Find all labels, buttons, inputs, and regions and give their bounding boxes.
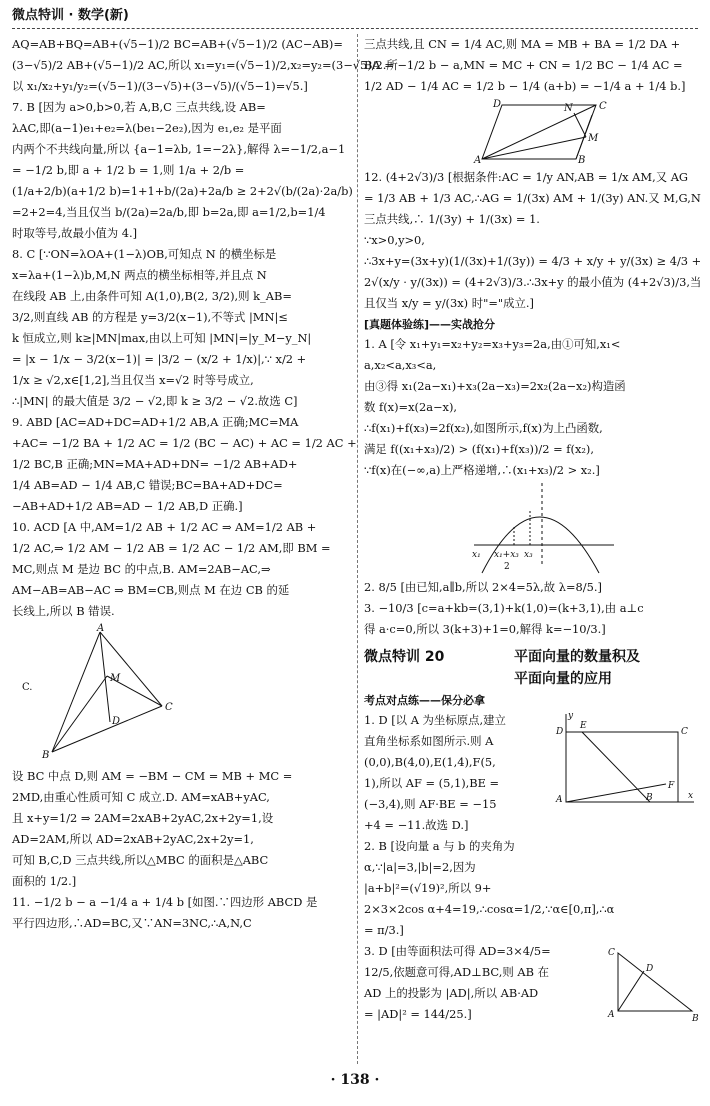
text-line: = π/3.]	[364, 923, 404, 937]
text-line: 7. B [因为 a>0,b>0,若 A,B,C 三点共线,设 AB=	[12, 100, 266, 114]
right-solutions-part2	[364, 167, 702, 314]
text-line: +4 = −11.故选 D.]	[364, 818, 469, 832]
page-number: · 138 ·	[330, 1072, 380, 1088]
parabola-label-x3: x₃	[524, 550, 533, 560]
text-line: 2×3×2cos α+4=19,∴cosα=1/2,∵α∈[0,π],∴α	[364, 902, 615, 916]
text-line: α,∵|a|=3,|b|=2,因为	[364, 860, 476, 874]
svg-text:N: N	[564, 103, 573, 114]
text-line: 平行四边形,∴AD=BC,又∵AN=3NC,∴A,N,C	[12, 916, 252, 930]
text-line: ∴|MN| 的最大值是 3/2 − √2,即 k ≥ 3/2 − √2.故选 C]	[12, 394, 298, 408]
text-line: 面积的 1/2.]	[12, 874, 77, 888]
svg-text:B: B	[578, 155, 586, 166]
svg-text:y: y	[568, 711, 574, 721]
text-line: 8. C [∵ON=λOA+(1−λ)OB,可知点 N 的横坐标是	[12, 247, 277, 261]
text-line: 直角坐标系如图所示.则 A	[364, 734, 494, 748]
right-triangle-figure	[608, 947, 698, 1027]
parallelogram-figure	[364, 99, 698, 165]
svg-text:M: M	[110, 673, 121, 684]
parabola-label-x1: x₁	[472, 550, 481, 560]
svg-text:C: C	[165, 702, 173, 713]
text-line: AM−AB=AB−AC ⇒ BM=CB,则点 M 在边 CB 的延	[12, 583, 290, 597]
svg-text:C: C	[608, 948, 615, 958]
svg-text:C: C	[599, 101, 607, 112]
text-line: 1. D [以 A 为坐标原点,建立	[364, 713, 506, 727]
text-line: 满足 f((x₁+x₃)/2) > (f(x₁)+f(x₃))/2 = f(x₂),	[364, 442, 594, 456]
text-line: 且仅当 x/y = y/(3x) 时"="成立.]	[364, 296, 534, 310]
text-line: = |x − 1/x − 3/2(x−1)| = |3/2 − (x/2 + 1/x)|,∵ x/2 +	[12, 352, 307, 366]
lesson-title-line2: 平面向量的应用	[514, 671, 612, 687]
parabola-label-two: 2	[504, 562, 510, 572]
lesson-title-line1: 平面向量的数量积及	[514, 649, 640, 665]
lesson-title-block	[514, 646, 640, 690]
text-line: ∴f(x₁)+f(x₃)=2f(x₂),如图所示,f(x)为上凸函数,	[364, 421, 603, 435]
text-line: = −1/2 b,即 a + 1/2 b = 1,则 1/a + 2/b =	[12, 163, 245, 177]
text-line: 12/5,依题意可得,AD⊥BC,则 AB 在	[364, 965, 549, 979]
rectangle-figure	[554, 710, 698, 806]
svg-text:D: D	[556, 727, 564, 737]
text-line: 1/2 AC,⇒ 1/2 AM − 1/2 AB = 1/2 AC − 1/2 AM,即 BM =	[12, 541, 331, 555]
column-divider	[357, 34, 358, 1064]
text-line: 3. −10/3 [c=a+kb=(3,1)+k(1,0)=(k+3,1),由 a⊥c	[364, 601, 644, 615]
svg-text:A: A	[474, 155, 482, 166]
text-line: x=λa+(1−λ)b,M,N 两点的横坐标相等,并且点 N	[12, 268, 267, 282]
text-line: 设 BC 中点 D,则 AM = −BM − CM = MB + MC =	[12, 769, 293, 783]
text-line: 1/4 AB=AD − 1/4 AB,C 错误;BC=BA+AD+DC=	[12, 478, 283, 492]
parabola-figure	[364, 483, 698, 575]
q1-text	[364, 710, 550, 836]
svg-text:C: C	[681, 727, 688, 737]
right-solutions-part4	[364, 577, 698, 640]
text-line: k 恒成立,则 k≥|MN|max,由以上可知 |MN|=|y_M−y_N|	[12, 331, 312, 345]
text-line: −AB+AD+1/2 AB=AD − 1/2 AB,D 正确.]	[12, 499, 243, 513]
text-line: (−3,4),则 AF·BE = −15	[364, 797, 497, 811]
text-line: 由③得 x₁(2a−x₁)+x₃(2a−x₃)=2x₂(2a−x₂)构造函	[364, 379, 626, 393]
text-line: BA = −1/2 b − a,MN = MC + CN = 1/2 BC − 1/4 AC =	[364, 58, 683, 72]
svg-text:E: E	[580, 721, 587, 731]
right-solutions-part5	[364, 836, 698, 941]
text-line: ∵f(x)在(−∞,a)上严格递增,∴(x₁+x₃)/2 > x₂.]	[364, 463, 600, 477]
text-line: 3/2,则直线 AB 的方程是 y=3/2(x−1),不等式 |MN|≤	[12, 310, 288, 324]
svg-text:A: A	[97, 623, 105, 634]
text-line: =2+2=4,当且仅当 b/(2a)=2a/b,即 b=2a,即 a=1/2,b=1/4	[12, 205, 326, 219]
text-line: 9. ABD [AC=AD+DC=AD+1/2 AB,A 正确;MC=MA	[12, 415, 299, 429]
page-header	[12, 4, 698, 29]
text-line: 长线上,所以 B 错误.	[12, 604, 115, 618]
text-line: AD=2AM,所以 AD=2xAB+2yAC,2x+2y=1,	[12, 832, 254, 846]
text-line: +AC= −1/2 BA + 1/2 AC = 1/2 (BC − AC) + AC = 1/2 AC +	[12, 436, 357, 450]
text-line: ∵x>0,y>0,	[364, 233, 425, 247]
left-solutions-cont	[12, 766, 352, 934]
svg-text:M: M	[588, 133, 599, 144]
triangle-figure	[12, 624, 212, 764]
text-line: (1/a+2/b)(a+1/2 b)=1+1+b/(2a)+2a/b ≥ 2+2√(b/(2a)·2a/b)	[12, 184, 353, 198]
text-line: 内两个不共线向量,所以 {a−1=λb, 1=−2λ},解得 λ=−1/2,a−1	[12, 142, 346, 156]
text-line: 2MD,由重心性质可知 C 成立.D. AM=xAB+yAC,	[12, 790, 270, 804]
text-line: λAC,即(a−1)e₁+e₂=λ(be₁−2e₂),因为 e₁,e₂ 是平面	[12, 121, 282, 135]
q1-with-figure	[364, 710, 698, 836]
text-line: 1/2 AD − 1/4 AC = 1/2 b − 1/4 (a+b) = −1/4 a + 1/4 b.]	[364, 79, 686, 93]
text-line: 数 f(x)=x(2a−x),	[364, 400, 458, 414]
text-line: 1/2 BC,B 正确;MN=MA+AD+DN= −1/2 AB+AD+	[12, 457, 298, 471]
q3-with-figure	[364, 941, 698, 1025]
text-line: 在线段 AB 上,由条件可知 A(1,0),B(2, 3/2),则 k_AB=	[12, 289, 292, 303]
text-line: 且 x+y=1/2 ⇒ 2AM=2xAB+2yAC,2x+2y=1,设	[12, 811, 274, 825]
text-line: 1. A [令 x₁+y₁=x₂+y₂=x₃+y₃=2a,由①可知,x₁<	[364, 337, 621, 351]
svg-text:D: D	[112, 716, 121, 727]
text-line: ∴3x+y=(3x+y)(1/(3x)+1/(3y)) = 4/3 + x/y + y/(3x) ≥ 4/3 +	[364, 254, 702, 268]
section-real-exam: [真题体验练]——实战抢分	[364, 318, 496, 331]
section-basic-practice: 考点对点练——保分必拿	[364, 694, 485, 707]
right-solutions-part1	[364, 34, 698, 97]
q3-text	[364, 941, 596, 1025]
svg-text:A: A	[556, 795, 563, 805]
text-line: 得 a·c=0,所以 3(k+3)+1=0,解得 k=−10/3.]	[364, 622, 606, 636]
svg-text:D: D	[646, 964, 654, 974]
text-line: |a+b|²=(√19)²,所以 9+	[364, 881, 492, 895]
text-line: 三点共线,且 CN = 1/4 AC,则 MA = MB + BA = 1/2 DA +	[364, 37, 681, 51]
text-line: 2√(x/y · y/(3x)) = (4+2√3)/3.∴3x+y 的最小值为 (4+2√3)/3,当	[364, 275, 702, 289]
text-line: 2. B [设向量 a 与 b 的夹角为	[364, 839, 515, 853]
text-line: MC,则点 M 是边 BC 的中点,B. AM=2AB−AC,⇒	[12, 562, 271, 576]
text-line: 1),所以 AF = (5,1),BE =	[364, 776, 500, 790]
svg-text:A: A	[608, 1010, 615, 1020]
text-line: AD 上的投影为 |AD|,所以 AB·AD	[364, 986, 539, 1000]
text-line: 可知 B,C,D 三点共线,所以△MBC 的面积是△ABC	[12, 853, 269, 867]
parabola-label-mid: x₁+x₃	[494, 550, 519, 560]
text-line: 时取等号,故最小值为 4.]	[12, 226, 138, 240]
text-line: 3. D [由等面积法可得 AD=3×4/5=	[364, 944, 551, 958]
right-column	[364, 34, 702, 1025]
header-title: 微点特训 · 数学(新)	[12, 8, 129, 23]
text-line: 10. ACD [A 中,AM=1/2 AB + 1/2 AC ⇒ AM=1/2 AB +	[12, 520, 317, 534]
text-line: a,x₂<a,x₃<a,	[364, 358, 437, 372]
text-line: = 1/3 AB + 1/3 AC,∴AG = 1/(3x) AM + 1/(3y) AN.又 M,G,N	[364, 191, 701, 205]
text-line: 三点共线,∴ 1/(3y) + 1/(3x) = 1.	[364, 212, 540, 226]
svg-text:B: B	[646, 793, 653, 803]
svg-text:C.: C.	[22, 682, 33, 693]
lesson-number: 微点特训 20	[364, 649, 445, 665]
svg-text:D: D	[493, 99, 502, 110]
text-line: 1/x ≥ √2,x∈[1,2],当且仅当 x=√2 时等号成立,	[12, 373, 254, 387]
lesson-heading	[364, 646, 698, 690]
text-line: 11. −1/2 b − a −1/4 a + 1/4 b [如图.∵四边形 ABCD 是	[12, 895, 318, 909]
svg-text:F: F	[668, 781, 675, 791]
text-line: 以 x₁/x₂+y₁/y₂=(√5−1)/(3−√5)+(3−√5)/(√5−1)=√5.]	[12, 79, 308, 93]
text-line: 12. (4+2√3)/3 [根据条件:AC = 1/y AN,AB = 1/x AM,又 AG	[364, 170, 689, 184]
text-line: (0,0),B(4,0),E(1,4),F(5,	[364, 755, 496, 769]
svg-text:B: B	[692, 1014, 699, 1024]
svg-text:x: x	[688, 791, 694, 801]
text-line: (3−√5)/2 AB+(√5−1)/2 AC,所以 x₁=y₁=(√5−1)/2,x₂=y₂=(3−√5)/2.所	[12, 58, 398, 72]
text-line: AQ=AB+BQ=AB+(√5−1)/2 BC=AB+(√5−1)/2 (AC−AB)=	[12, 37, 343, 51]
svg-text:B: B	[42, 750, 50, 761]
text-line: 2. 8/5 [由已知,a∥b,所以 2×4=5λ,故 λ=8/5.]	[364, 580, 602, 594]
right-solutions-part3	[364, 334, 698, 481]
text-line: = |AD|² = 144/25.]	[364, 1007, 472, 1021]
